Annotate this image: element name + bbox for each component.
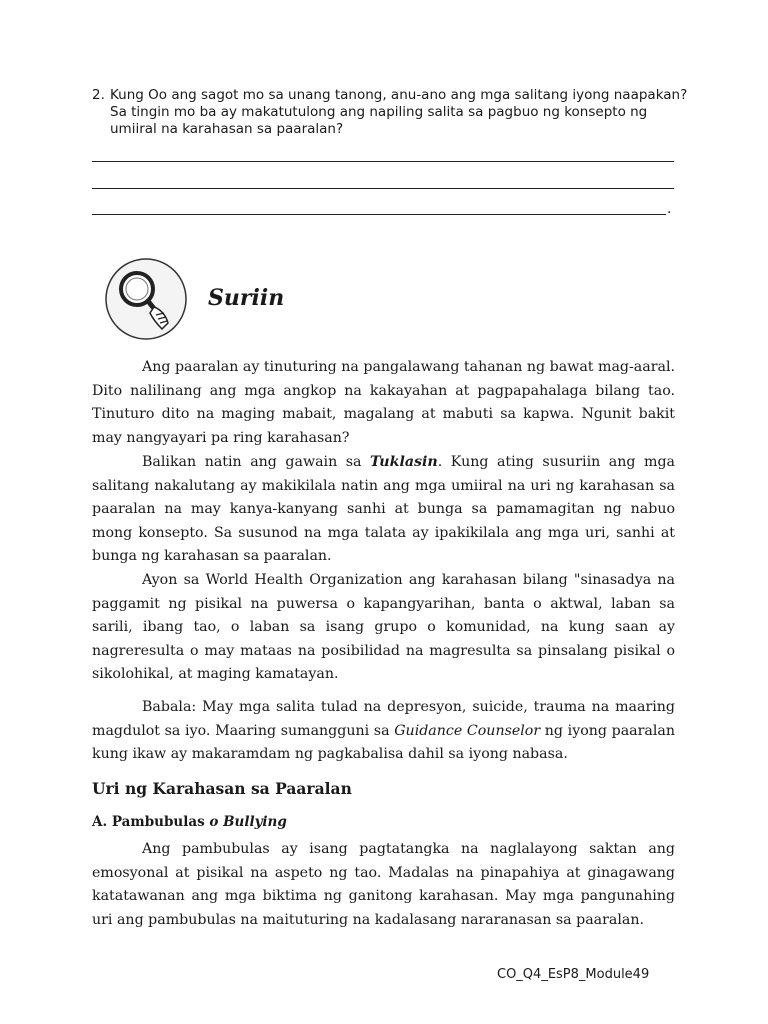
tuklasin-emphasis: Tuklasin [370, 454, 438, 470]
section-title: Suriin [208, 285, 285, 311]
paragraph-2: Balikan natin ang gawain sa Tuklasin. Kung ating susuriin ang mga salitang nakalutang ay makikilala natin ang mga umiiral na uri ng karahasan sa paaralan na may kanya-kanyang sanhi at bunga sa pamamagitan ng nabuo mong konsepto. Sa susunod na mga talata ay ipakikilala ang mga uri, sanhi at bunga ng karahasan sa paaralan. [92, 454, 675, 565]
question-text: Kung Oo ang sagot mo sa unang tanong, anu-ano ang mga salitang iyong naapakan? Sa tingin mo ba ay makatutulong ang napiling salita sa pagbuo ng konsepto ng umiiral na karahasan sa paaralan? [110, 87, 688, 137]
answer-line-2[interactable] [92, 188, 674, 189]
page-footer: CO_Q4_EsP8_Module49 [497, 967, 650, 982]
warning-paragraph: Babala: May mga salita tulad na depresyon, suicide, trauma na maaring magdulot sa iyo. Maaring sumangguni sa Guidance Counselor ng iyong paaralan kung ikaw ay makaramdam ng pagkabalisa dahil sa iyong nabasa. [92, 699, 676, 763]
subheading-pambubulas: A. Pambubulas o Bullying [92, 814, 287, 830]
question-number: 2. [92, 87, 105, 103]
paragraph-3: Ayon sa World Health Organization ang karahasan bilang "sinasadya na paggamit ng pisikal na puwersa o kapangyarihan, banta o aktwal, laban sa sarili, ibang tao, o laban sa isang grupo o komunidad, na kung saan ay nagreresulta o may mataas na posibilidad na magresulta sa pinsalang pisikal o sikolohikal, at maging kamatayan. [92, 572, 675, 683]
question-2 [92, 87, 692, 138]
magnifying-glass-icon [104, 257, 188, 341]
paragraph-5: Ang pambubulas ay isang pagtatangka na naglalayong saktan ang emosyonal at pisikal na aspeto ng tao. Madalas na pinapahiya at ginagawang katatawanan ang mga biktima ng ganitong karahasan. May mga pangunahing uri ang pambubulas na maituturing na kadalasang nararanasan sa paaralan. [92, 841, 675, 928]
guidance-counselor-emphasis: Guidance Counselor [394, 722, 541, 739]
subheading-uri-ng-karahasan: Uri ng Karahasan sa Paaralan [92, 779, 352, 798]
answer-end-period: . [667, 201, 672, 217]
answer-line-3[interactable] [92, 214, 666, 215]
answer-line-1[interactable] [92, 161, 674, 162]
paragraph-1: Ang paaralan ay tinuturing na pangalawang tahanan ng bawat mag-aaral. Dito nalilinang ang mga angkop na kakayahan at pagpapahalaga bilang tao. Tinuturo dito na maging mabait, magalang at mabuti sa kapwa. Ngunit bakit may nangyayari pa ring karahasan? [92, 359, 675, 446]
